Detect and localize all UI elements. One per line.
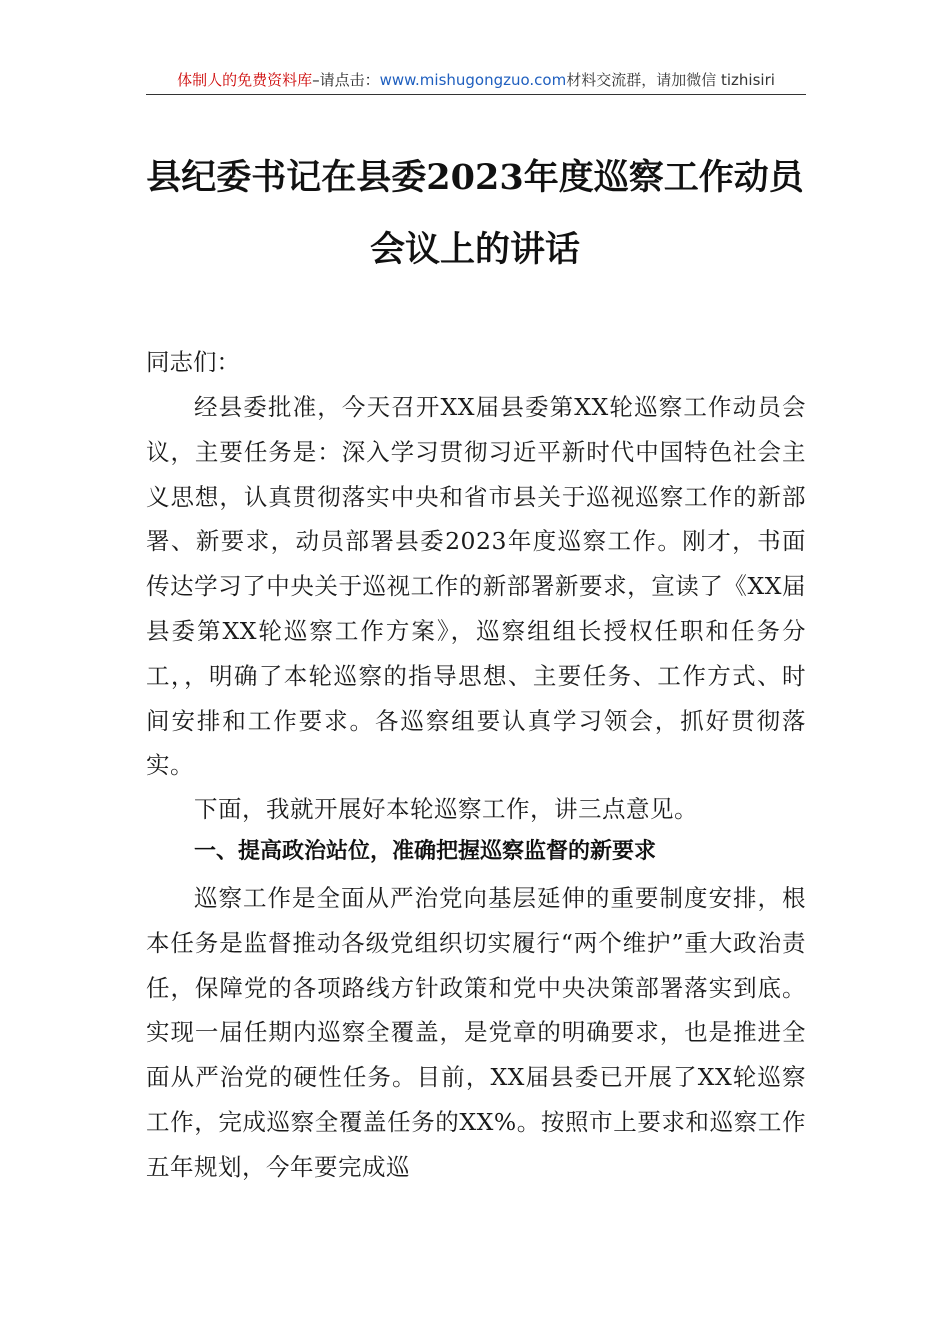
section-1-heading: 一、提高政治站位，准确把握巡察监督的新要求	[194, 839, 657, 864]
page-header	[146, 66, 806, 95]
header-note: 材料交流群，请加微信 tizhisiri	[566, 71, 775, 89]
salutation: 同志们：	[146, 348, 240, 376]
paragraph-1: 经县委批准，今天召开XX届县委第XX轮巡察工作动员会议，主要任务是：深入学习贯彻习近平新时代中国特色社会主义思想，认真贯彻落实中央和省市县关于巡视巡察工作的新部署、新要求，动员部署县委2023年度巡察工作。刚才，书面传达学习了中央关于巡视工作的新部署新要求，宣读了《XX届县委第XX轮巡察工作方案》，巡察组组长授权任职和任务分工，，明确了本轮巡察的指导思想、主要任务、工作方式、时间安排和工作要求。各巡察组要认真学习领会，抓好贯彻落实。	[146, 393, 806, 780]
paragraph-2: 下面，我就开展好本轮巡察工作，讲三点意见。	[194, 795, 698, 823]
header-url-link[interactable]: www.mishugongzuo.com	[379, 71, 567, 89]
document-title-line-2: 会议上的讲话	[369, 229, 580, 270]
header-site-name: 体制人的免费资料库	[177, 71, 313, 89]
document-title-line-1: 县纪委书记在县委2023年度巡察工作动员	[146, 157, 804, 198]
header-prompt: –请点击：	[312, 71, 380, 89]
paragraph-3: 巡察工作是全面从严治党向基层延伸的重要制度安排，根本任务是监督推动各级党组织切实履行“两个维护”重大政治责任，保障党的各项路线方针政策和党中央决策部署落实到底。实现一届任期内巡察全覆盖，是党章的明确要求，也是推进全面从严治党的硬性任务。目前，XX届县委已开展了XX轮巡察工作，完成巡察全覆盖任务的XX%。按照市上要求和巡察工作五年规划，今年要完成巡	[146, 884, 806, 1181]
